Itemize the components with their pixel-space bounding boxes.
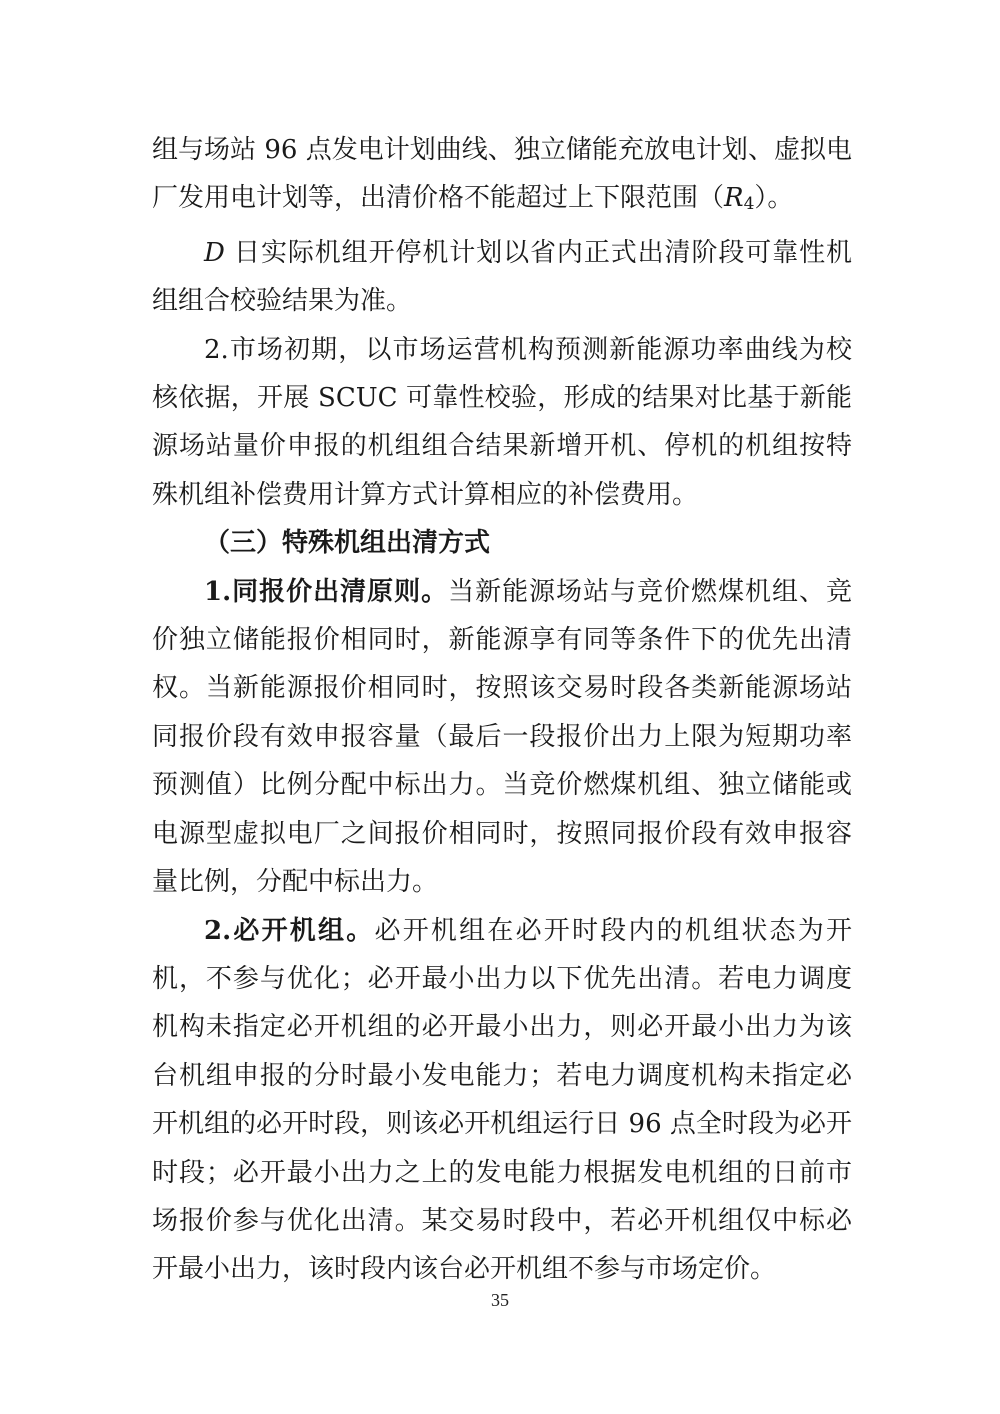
paragraph-continuation — [152, 126, 852, 229]
page-number: 35 — [491, 1290, 509, 1310]
math-variable: R — [724, 183, 744, 214]
paragraph-market-initial — [152, 326, 852, 520]
rule-same-price — [152, 568, 852, 907]
math-subscript: 4 — [743, 194, 755, 215]
paragraph-d-day — [152, 229, 852, 326]
section-heading: （三）特殊机组出清方式 — [204, 528, 491, 559]
italic-variable: D — [204, 237, 225, 268]
paragraph-text-end: ）。 — [754, 183, 794, 214]
paragraph-text: 组与场站 96 点发电计划曲线、独立储能充放电计划、虚拟电厂发用电计划等，出清价格不能超过上下限范围（ — [152, 135, 852, 214]
paragraph-text: 日实际机组开停机计划以省内正式出清阶段可靠性机组组合校验结果为准。 — [152, 237, 852, 317]
paragraph-text: 2.市场初期，以市场运营机构预测新能源功率曲线为校核依据，开展 SCUC 可靠性校验，形成的结果对比基于新能源场站量价申报的机组组合结果新增开机、停机的机组按特殊机组补偿费用计算方式计算相应的补偿费用。 — [152, 334, 852, 510]
rule-must-run — [152, 907, 852, 1294]
rule-body: 必开机组在必开时段内的机组状态为开机，不参与优化；必开最小出力以下优先出清。若电力调度机构未指定必开机组的必开最小出力，则必开最小出力为该台机组申报的分时最小发电能力；若电力调度机构未指定必开机组的必开时段，则该必开机组运行日 96 点全时段为必开时段；必开最小出力之上的发电能力根据发电机组的日前市场报价参与优化出清。某交易时段中，若必开机组仅中标必开最小出力，该时段内该台必开机组不参与市场定价。 — [152, 915, 852, 1285]
rule-title: 1.同报价出清原则。 — [204, 576, 449, 607]
rule-body: 当新能源场站与竞价燃煤机组、竞价独立储能报价相同时，新能源享有同等条件下的优先出清权。当新能源报价相同时，按照该交易时段各类新能源场站同报价段有效申报容量（最后一段报价出力上限为短期功率预测值）比例分配中标出力。当竞价燃煤机组、独立储能或电源型虚拟电厂之间报价相同时，按照同报价段有效申报容量比例，分配中标出力。 — [152, 576, 852, 898]
rule-title: 2.必开机组。 — [204, 915, 375, 946]
body-text — [152, 126, 852, 1294]
